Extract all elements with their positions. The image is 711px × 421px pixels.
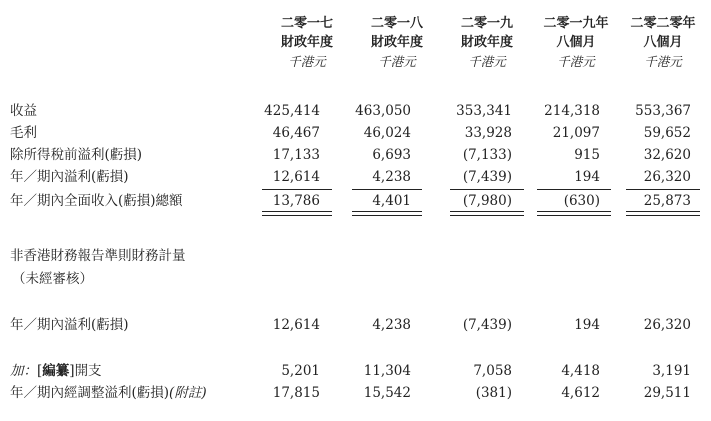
- row-value: 353,341: [456, 103, 512, 119]
- row-value: 59,652: [643, 125, 691, 141]
- row-value: 214,318: [544, 103, 600, 119]
- row-value: 12,614: [272, 317, 320, 333]
- column-header-line2: 八個月: [643, 35, 683, 50]
- row-value: 194: [574, 169, 600, 185]
- row-value: 13,786: [272, 193, 320, 209]
- row-value: 7,058: [473, 363, 512, 379]
- table-row: [0, 314, 711, 336]
- column-header-8m2019: [533, 14, 619, 71]
- bracket-open: [: [37, 363, 43, 379]
- column-header-line2: 財政年度: [280, 35, 333, 50]
- row-value: 26,320: [643, 169, 691, 185]
- row-value: 553,367: [635, 103, 691, 119]
- row-value: 6,693: [372, 147, 411, 163]
- row-value: (7,980): [462, 193, 512, 209]
- row-value: 4,238: [372, 317, 411, 333]
- column-header-fy2017: [264, 14, 350, 71]
- row-value: 46,024: [363, 125, 411, 141]
- adjusted-profit-text: 年／期內經調整溢利(虧損): [10, 385, 170, 401]
- row-value: 11,304: [363, 363, 411, 379]
- row-value: 12,614: [272, 169, 320, 185]
- row-value: 4,401: [372, 193, 411, 209]
- row-value: 17,815: [272, 385, 320, 401]
- row-value: (7,133): [462, 147, 512, 163]
- row-value: 17,133: [272, 147, 320, 163]
- row-label: 年／期內溢利(虧損): [10, 317, 129, 333]
- total-double-rule: [352, 211, 422, 216]
- row-value: 4,238: [372, 169, 411, 185]
- table-row: [0, 144, 711, 166]
- row-value: 46,467: [272, 125, 320, 141]
- row-value: (381): [475, 385, 512, 401]
- row-value: 4,418: [561, 363, 600, 379]
- expense-text: 開支: [74, 363, 102, 379]
- row-value: 29,511: [643, 385, 691, 401]
- row-value: 425,414: [264, 103, 320, 119]
- redacted-text: 編纂: [42, 363, 70, 379]
- unaudited-note: （未經審核）: [12, 271, 93, 287]
- row-value: 15,542: [363, 385, 411, 401]
- row-label: 年／期內全面收入(虧損)總額: [10, 193, 183, 209]
- row-label: 除所得稅前溢利(虧損): [10, 147, 143, 163]
- add-prefix: 加：: [10, 363, 37, 379]
- column-unit: 千港元: [557, 54, 595, 69]
- column-header-line1: 二零二零年: [630, 16, 696, 31]
- row-label: 收益: [10, 103, 37, 119]
- row-value: 33,928: [464, 125, 512, 141]
- table-row: [0, 360, 711, 382]
- column-header-line1: 二零一九年: [543, 16, 609, 31]
- row-value: 32,620: [643, 147, 691, 163]
- total-double-rule: [626, 211, 700, 216]
- row-label: [10, 360, 102, 382]
- section-subheading: [0, 268, 711, 290]
- row-value: 26,320: [643, 317, 691, 333]
- row-value: 4,612: [561, 385, 600, 401]
- row-label: 毛利: [10, 125, 37, 141]
- table-row: [0, 166, 711, 188]
- row-value: (630): [563, 193, 600, 209]
- column-unit: 千港元: [468, 54, 506, 69]
- row-label: [10, 382, 207, 404]
- table-row: [0, 100, 711, 122]
- table-row-total: [0, 190, 711, 212]
- column-header-fy2018: [354, 14, 440, 71]
- row-value: 5,201: [281, 363, 320, 379]
- section-heading: [0, 245, 711, 267]
- non-hkfrs-heading: 非香港財務報告準則財務計量: [10, 248, 186, 264]
- total-double-rule: [537, 211, 611, 216]
- row-value: (7,439): [462, 317, 512, 333]
- row-value: 463,050: [355, 103, 411, 119]
- column-header-line1: 二零一八: [370, 16, 423, 31]
- note-reference: (附註): [169, 385, 207, 401]
- row-value: 21,097: [552, 125, 600, 141]
- row-value: 194: [574, 317, 600, 333]
- column-header-line1: 二零一九: [460, 16, 513, 31]
- column-header-line1: 二零一七: [280, 16, 333, 31]
- column-header-8m2020: [620, 14, 706, 71]
- column-unit: 千港元: [644, 54, 682, 69]
- row-value: 25,873: [643, 193, 691, 209]
- row-value: 915: [574, 147, 600, 163]
- total-double-rule: [262, 211, 332, 216]
- column-header-line2: 財政年度: [370, 35, 423, 50]
- table-row: [0, 382, 711, 404]
- column-unit: 千港元: [288, 54, 326, 69]
- bracket-close: ]: [69, 363, 75, 379]
- column-header-line2: 財政年度: [460, 35, 513, 50]
- column-header-fy2019: [444, 14, 530, 71]
- column-header-line2: 八個月: [556, 35, 596, 50]
- row-value: (7,439): [462, 169, 512, 185]
- row-value: 3,191: [652, 363, 691, 379]
- column-unit: 千港元: [378, 54, 416, 69]
- total-double-rule: [450, 211, 524, 216]
- row-label: 年／期內溢利(虧損): [10, 169, 129, 185]
- table-row: [0, 122, 711, 144]
